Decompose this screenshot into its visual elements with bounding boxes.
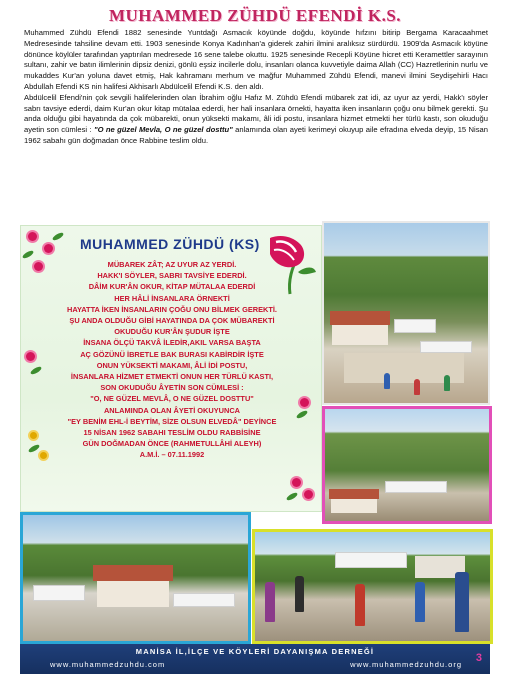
poem-line: MÜBAREK ZÂT; AZ UYUR AZ YERDİ. bbox=[107, 260, 237, 269]
poem-signature: A.M.İ. – 07.11.1992 bbox=[139, 450, 205, 460]
poem-line: SON OKUDUĞU ÂYETİN SON CÜMLESİ : bbox=[100, 383, 244, 393]
biography-paragraph-2 bbox=[24, 93, 488, 147]
poem-line: İNSANLARA HİZMET ETMEKTİ ONUN HER TÜRLÜ KASTI, bbox=[70, 372, 274, 382]
biography-text bbox=[24, 28, 488, 147]
poem-line: 15 NİSAN 1962 SABAHI TESLİM OLDU RABBİSİNE bbox=[83, 428, 261, 438]
poem-line: OKUDUĞU KUR'ÂN ŞUDUR İŞTE bbox=[114, 327, 230, 337]
photo-mosque-hillside bbox=[20, 512, 251, 644]
biography-paragraph-2-start: Abdülcelil Efendi'nin çok sevgili halifelerinden olan İbrahim oğlu Hafız M. Zühdü Efendi mübarek zat idi, az uyur az yerdi, Hakk'ı söyler sabrı tavsiye ederdi, daim Kur'an okur kitap mütalaa ederdi, her hali insanlara örnekti, hayatta iken insanların çoğu onu bilmek gerekti. Şu anda olduğu gibi hayatında da çok mübarekti, onun yüksekti makamı, âli idi postu, insanlara hizmet etmekti her türlü kastı, son okuduğu ayetin son cümlesi : bbox=[24, 92, 488, 135]
poem-line: ANLAMINDA OLAN ÂYETİ OKUYUNCA bbox=[103, 405, 241, 415]
footer-website-org[interactable]: www.muhammedzuhdu.org bbox=[350, 660, 462, 669]
poem-title: MUHAMMED ZÜHDÜ (KS) bbox=[80, 236, 260, 252]
photo-valley-crowd bbox=[322, 406, 492, 524]
poem-line: HAYATTA İKEN İNSANLARIN ÇOĞU ONU BİLMEK GEREKTİ. bbox=[67, 304, 277, 314]
photo-tomb-complex-aerial bbox=[322, 221, 490, 405]
page-number: 3 bbox=[475, 652, 482, 664]
page-title: MUHAMMED ZÜHDÜ EFENDİ K.S. bbox=[108, 6, 402, 25]
poem-line: "EY BENİM EHL-İ BEYTİM, SİZE OLSUN ELVEDÂ" DEYİNCE bbox=[67, 416, 277, 426]
biography-paragraph-2-end: anlamında olan ayeti kerimeyi okuyup aile efradına elveda deyip, 15 Nisan 1962 sabahı gün doğmadan önce Rabbine teslim oldu. bbox=[24, 125, 488, 145]
poem-line: HAKK'I SÖYLER, SABRI TAVSİYE EDERDİ. bbox=[97, 271, 247, 281]
poem-line: "O, NE GÜZEL MEVLÂ, O NE GÜZEL DOSTTU" bbox=[90, 394, 254, 404]
photo-visitors-walking bbox=[252, 529, 493, 644]
poem-line: DÂİM KUR'ÂN OKUR, KİTAP MÜTALAA EDERDİ bbox=[88, 282, 256, 292]
biography-paragraph-1: Muhammed Zühdü Efendi 1882 senesinde Yuntdağı Asmacık köyünde doğdu, köyünde hıfzını bitirip Bergama Karacaahmet Medresesinde tahsiline devam etti. 1903 senesinde Konya Kadınhan'a giderek zahiri ilmini aralıksız sürdürdü. 1909'da Asmacık köyüne dönünce köylüler tarafından yaptırılan medresede 16 sene talebe okuttu. 1925 senesinde Recepli Köyüne hicret etti Keramettler sarayının sultanı, zahir ve batın ilimlerinin dipsiz denizi, gönlü eşsiz incilerle dolu, insanları olanca kuvvetiyle daima Allah (CC) Hazretlerinin nurlu ve mukaddes Kur'an yoluna davet etmiş, Hak kahramanı merhum ve mağfur Muhammed Zühdü Efendi, manevi ilmini Seydişehirli Hacı Abdullah Efendi KS nin halifesi Akhisarlı Abdülcelil Efendi K.S. den aldı. bbox=[24, 28, 488, 91]
poem-text bbox=[30, 259, 314, 461]
poem-line: HER HÂLİ İNSANLARA ÖRNEKTİ bbox=[114, 293, 230, 303]
poem-line: İNSANA ÖLÇÜ TAKVÂ İLEDİR,AKIL VARSA BAŞTA bbox=[83, 338, 261, 348]
footer-organization: MANİSA İL,İLÇE VE KÖYLERİ DAYANIŞMA DERNEĞİ bbox=[135, 647, 375, 656]
footer-bar bbox=[20, 644, 490, 674]
verse-quote: "O ne güzel Mevla, O ne güzel dosttu" bbox=[93, 125, 233, 135]
footer-website-com[interactable]: www.muhammedzuhdu.com bbox=[50, 660, 166, 669]
poem-line: ONUN YÜKSEKTİ MAKAMI, ÂLİ İDİ POSTU, bbox=[96, 360, 248, 370]
poem-line: AÇ GÖZÜNÜ İBRETLE BAK BURASI KABİRDİR İŞTE bbox=[80, 349, 264, 359]
poem-line: ŞU ANDA OLDUĞU GİBİ HAYATINDA DA ÇOK MÜBAREKTİ bbox=[69, 316, 275, 326]
poem-line: GÜN DOĞMADAN ÖNCE (RAHMETULLÂHİ ALEYH) bbox=[82, 439, 262, 449]
